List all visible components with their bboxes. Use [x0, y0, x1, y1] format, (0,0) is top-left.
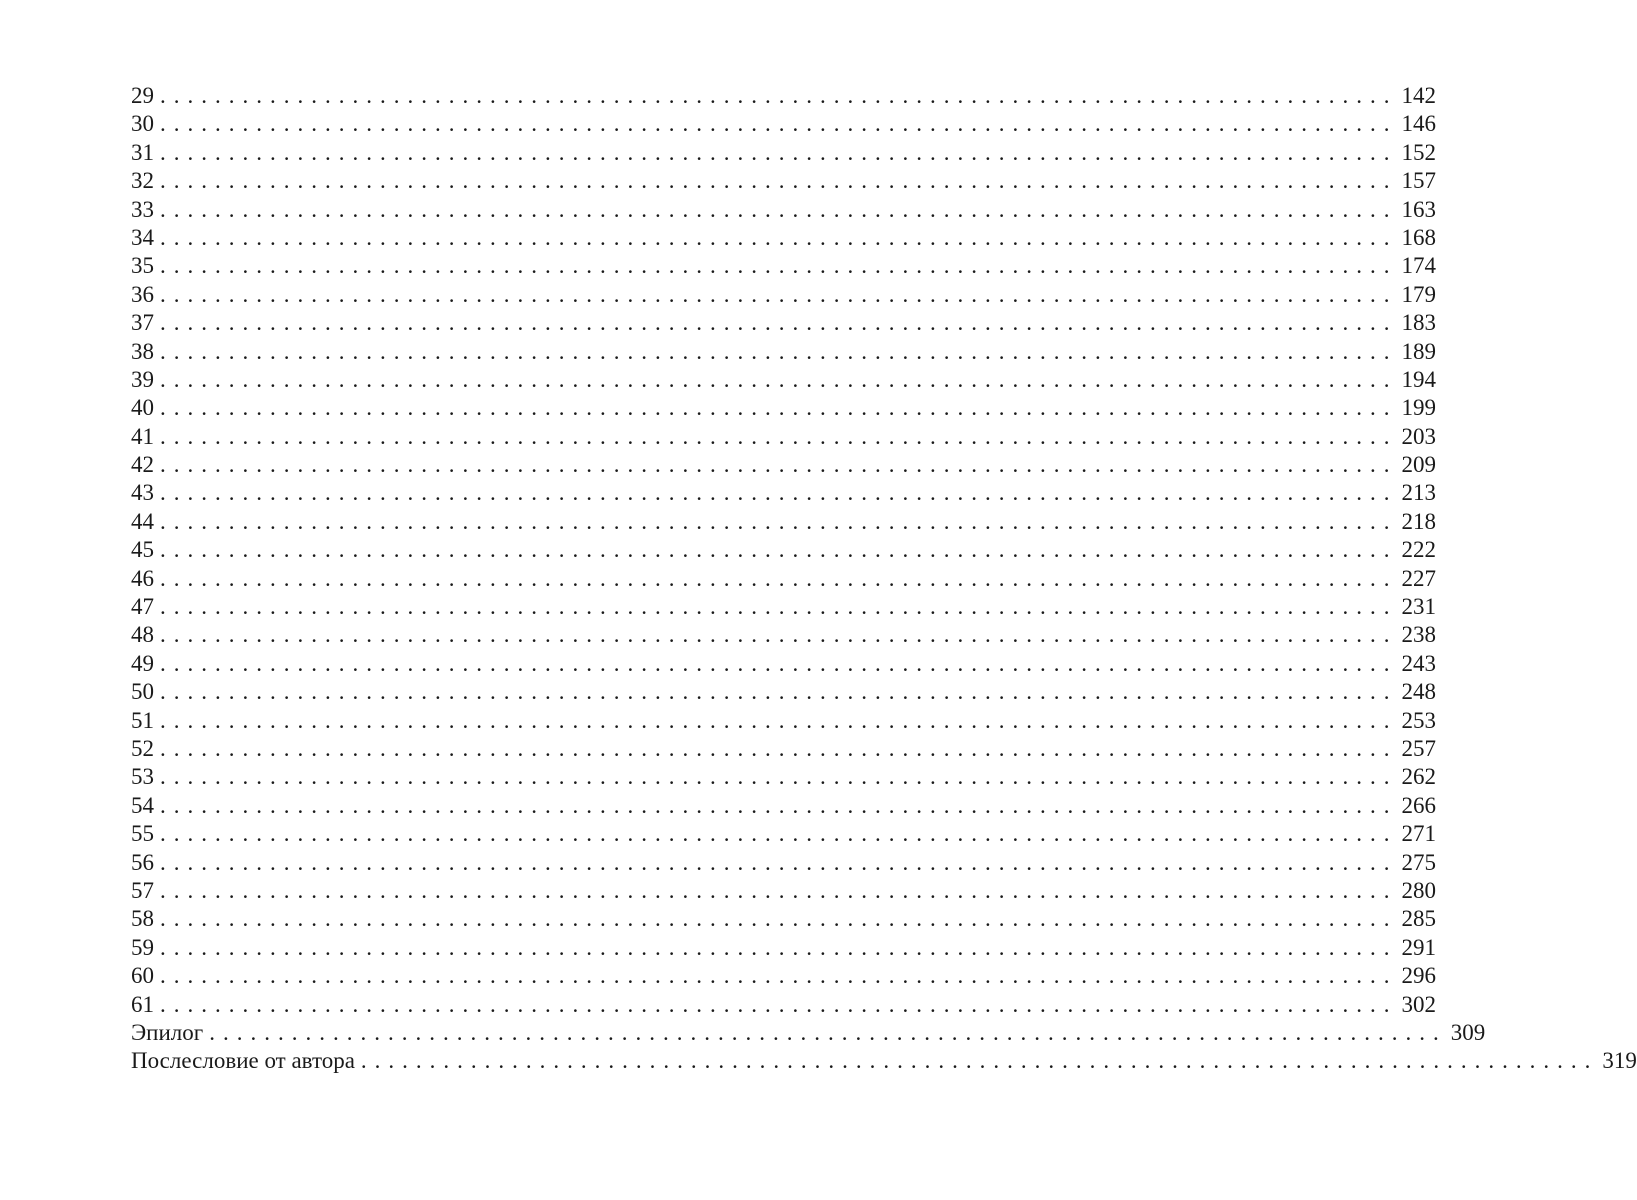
dot-leader: ..........................................................................................: [160, 877, 1398, 903]
toc-entry-label: 38: [131, 338, 154, 364]
toc-entry[interactable]: [131, 309, 1436, 337]
dot-leader: ..........................................................................................: [160, 650, 1398, 676]
dot-leader: ..........................................................................................: [160, 707, 1398, 733]
toc-entry-label: 47: [131, 594, 154, 620]
toc-entry-page: 183: [1401, 310, 1436, 336]
toc-entry-label: 35: [131, 253, 154, 279]
toc-entry[interactable]: [131, 565, 1436, 593]
toc-entry[interactable]: [131, 991, 1436, 1019]
toc-entry-label: 58: [131, 906, 154, 932]
dot-leader: ..........................................................................................: [160, 366, 1398, 392]
toc-entry-page: 142: [1401, 83, 1436, 108]
toc-entry-label: 57: [131, 877, 154, 903]
toc-entry-label: 32: [131, 168, 154, 194]
toc-entry-page: 209: [1401, 452, 1436, 478]
toc-entry[interactable]: [131, 196, 1436, 224]
toc-entry-label: 49: [131, 650, 154, 676]
toc-entry-page: 213: [1401, 480, 1436, 506]
dot-leader: ..........................................................................................: [160, 423, 1398, 449]
toc-entry-page: 227: [1401, 565, 1436, 591]
toc-entry-label: 31: [131, 139, 154, 165]
dot-leader: ..........................................................................................: [160, 224, 1398, 250]
toc-entry-page: 248: [1401, 679, 1436, 705]
toc-entry-label: 41: [131, 423, 154, 449]
dot-leader: ..........................................................................................: [160, 906, 1398, 932]
toc-entry-label: 33: [131, 196, 154, 222]
toc-entry[interactable]: [131, 224, 1436, 252]
toc-entry-page: 243: [1401, 650, 1436, 676]
toc-entry-label: Послесловие от автора: [131, 1048, 355, 1074]
dot-leader: ..........................................................................................: [160, 764, 1398, 790]
toc-entry-label: 29: [131, 83, 154, 108]
toc-entry[interactable]: [131, 792, 1436, 820]
toc-entry-page: 253: [1401, 707, 1436, 733]
toc-entry-page: 296: [1401, 963, 1436, 989]
toc-entry[interactable]: [131, 849, 1436, 877]
toc-entry-page: 199: [1401, 395, 1436, 421]
toc-entry[interactable]: [131, 593, 1436, 621]
toc-entry-page: 309: [1450, 1019, 1486, 1045]
dot-leader: ..........................................................................................: [160, 395, 1398, 421]
toc-entry[interactable]: [131, 763, 1436, 791]
toc-entry-epilogue[interactable]: [131, 1019, 1486, 1047]
dot-leader: ..........................................................................................: [160, 139, 1398, 165]
toc-entry-label: 36: [131, 281, 154, 307]
dot-leader: ..........................................................................................: [160, 792, 1398, 818]
toc-entry-page: 146: [1401, 111, 1436, 137]
toc-entry-label: 39: [131, 366, 154, 392]
toc-entry-label: 50: [131, 679, 154, 705]
dot-leader: ..........................................................................................: [160, 508, 1398, 534]
toc-entry-page: 231: [1401, 594, 1436, 620]
table-of-contents: [131, 82, 1637, 1076]
toc-entry-page: 157: [1401, 168, 1436, 194]
toc-entry-label: 52: [131, 735, 154, 761]
toc-entry-page: 302: [1401, 991, 1436, 1017]
toc-entry[interactable]: [131, 366, 1436, 394]
toc-entry-page: 266: [1401, 792, 1436, 818]
dot-leader: ..........................................................................................: [160, 452, 1398, 478]
toc-entry-page: 174: [1401, 253, 1436, 279]
toc-entry-page: 152: [1401, 139, 1436, 165]
toc-entry-page: 238: [1401, 622, 1436, 648]
toc-entry-label: 54: [131, 792, 154, 818]
toc-entry-label: 46: [131, 565, 154, 591]
toc-entry-page: 194: [1401, 366, 1436, 392]
toc-entry-label: 56: [131, 849, 154, 875]
toc-entry[interactable]: [131, 479, 1436, 507]
dot-leader: ..........................................................................................: [160, 849, 1398, 875]
dot-leader: ..........................................................................................: [160, 338, 1398, 364]
toc-entry[interactable]: [131, 252, 1436, 280]
toc-entry[interactable]: [131, 707, 1436, 735]
toc-entry[interactable]: [131, 394, 1436, 422]
toc-entry-page: 257: [1401, 735, 1436, 761]
toc-entry-label: 30: [131, 111, 154, 137]
toc-entry-label: 59: [131, 934, 154, 960]
toc-entry[interactable]: [131, 962, 1436, 990]
toc-entry-label: 40: [131, 395, 154, 421]
dot-leader: ..........................................................................................: [160, 622, 1398, 648]
toc-entry-label: 42: [131, 452, 154, 478]
toc-entry-page: 285: [1401, 906, 1436, 932]
toc-entry-label: 37: [131, 310, 154, 336]
toc-entry[interactable]: [131, 338, 1436, 366]
toc-entry[interactable]: [131, 167, 1436, 195]
dot-leader: ..........................................................................................: [360, 1048, 1599, 1074]
toc-entry-page: 275: [1401, 849, 1436, 875]
toc-entry-label: 34: [131, 224, 154, 250]
toc-entry-label: 48: [131, 622, 154, 648]
dot-leader: ..........................................................................................: [160, 196, 1398, 222]
toc-entry[interactable]: [131, 508, 1436, 536]
dot-leader: ..........................................................................................: [160, 310, 1398, 336]
toc-entry[interactable]: [131, 820, 1436, 848]
toc-entry-label: 53: [131, 764, 154, 790]
toc-entry-label: 61: [131, 991, 154, 1017]
toc-entry-page: 179: [1401, 281, 1436, 307]
toc-entry[interactable]: [131, 82, 1436, 110]
toc-entry-label: 45: [131, 537, 154, 563]
toc-entry[interactable]: [131, 110, 1436, 138]
dot-leader: ..........................................................................................: [160, 991, 1398, 1017]
toc-entry-label: 44: [131, 508, 154, 534]
dot-leader: ..........................................................................................: [160, 480, 1398, 506]
toc-entry-page: 168: [1401, 224, 1436, 250]
dot-leader: ..........................................................................................: [160, 679, 1398, 705]
toc-entry-page: 319: [1602, 1048, 1637, 1074]
toc-entry[interactable]: [131, 281, 1436, 309]
dot-leader: ..........................................................................................: [160, 168, 1398, 194]
toc-entry[interactable]: [131, 139, 1436, 167]
toc-entry-page: 189: [1401, 338, 1436, 364]
toc-entry-label: 60: [131, 963, 154, 989]
toc-entry-page: 262: [1401, 764, 1436, 790]
dot-leader: ..........................................................................................: [160, 963, 1398, 989]
toc-entry[interactable]: [131, 735, 1436, 763]
toc-entry-label: 43: [131, 480, 154, 506]
toc-entry-label: Эпилог: [131, 1019, 204, 1045]
toc-entry[interactable]: [131, 934, 1436, 962]
toc-entry[interactable]: [131, 877, 1436, 905]
toc-entry-page: 218: [1401, 508, 1436, 534]
dot-leader: ..........................................................................................: [160, 281, 1398, 307]
toc-entry-page: 203: [1401, 423, 1436, 449]
toc-entry-page: 291: [1401, 934, 1436, 960]
dot-leader: ..........................................................................................: [160, 83, 1398, 108]
toc-entry[interactable]: [131, 621, 1436, 649]
dot-leader: ..........................................................................................: [160, 565, 1398, 591]
dot-leader: ..........................................................................................: [160, 253, 1398, 279]
dot-leader: ..........................................................................................: [160, 735, 1398, 761]
toc-entry[interactable]: [131, 423, 1436, 451]
toc-entry-page: 222: [1401, 537, 1436, 563]
toc-entry[interactable]: [131, 905, 1436, 933]
toc-entry-page: 271: [1401, 821, 1436, 847]
toc-entry[interactable]: [131, 451, 1436, 479]
dot-leader: ..........................................................................................: [160, 537, 1398, 563]
toc-entry-page: 163: [1401, 196, 1436, 222]
toc-entry[interactable]: [131, 650, 1436, 678]
toc-entry[interactable]: [131, 678, 1436, 706]
toc-entry[interactable]: [131, 536, 1436, 564]
dot-leader: ..........................................................................................: [160, 111, 1398, 137]
dot-leader: ..........................................................................................: [160, 821, 1398, 847]
dot-leader: ..........................................................................................: [160, 594, 1398, 620]
dot-leader: ..........................................................................................: [209, 1019, 1447, 1045]
dot-leader: ..........................................................................................: [160, 934, 1398, 960]
toc-entry-afterword[interactable]: [131, 1047, 1637, 1075]
toc-entry-page: 280: [1401, 877, 1436, 903]
toc-entry-label: 55: [131, 821, 154, 847]
toc-entry-label: 51: [131, 707, 154, 733]
